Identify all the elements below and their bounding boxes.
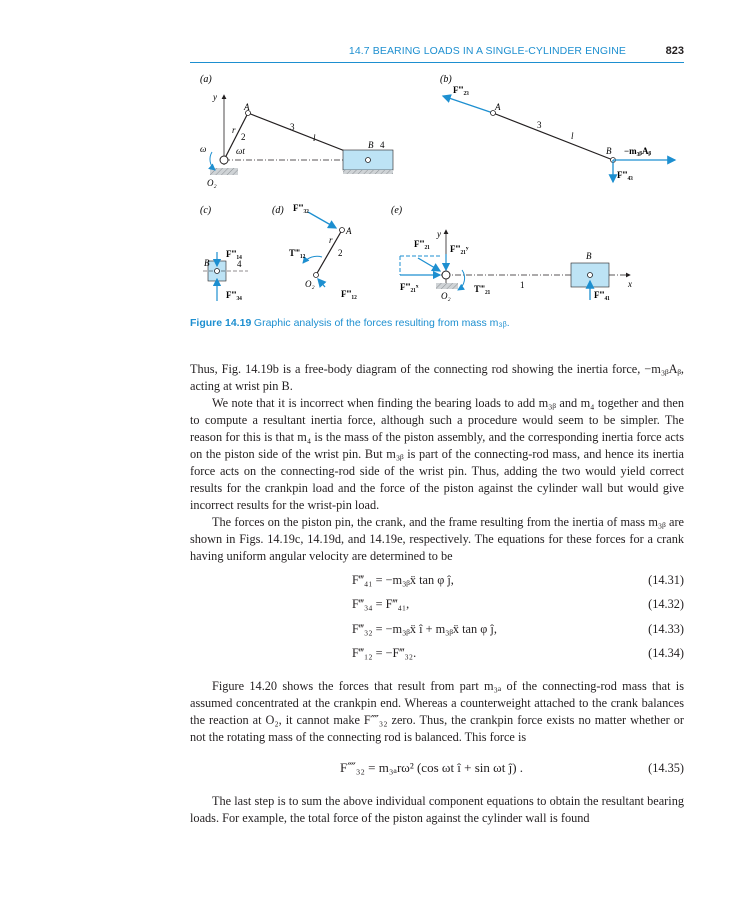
- b-F23-arrow: [443, 96, 493, 113]
- d-label-2: 2: [338, 248, 343, 258]
- d-label-T12: T‴₁₂: [289, 248, 306, 258]
- a-label-B: B: [368, 140, 374, 150]
- caption-label: Figure 14.19: [190, 317, 252, 329]
- d-label-F12: F‴₁₂: [341, 289, 357, 299]
- b-connecting-rod: [493, 113, 613, 160]
- a-label-omega: ω: [200, 144, 207, 154]
- a-label-A: A: [244, 102, 250, 112]
- panel-b: [443, 85, 675, 182]
- paragraph-3: [190, 514, 684, 565]
- a-label-O2: O₂: [207, 178, 217, 188]
- e-label-F21: F‴₂₁: [414, 239, 430, 249]
- paragraph-4: [190, 678, 684, 746]
- e-label-x: x: [628, 279, 632, 289]
- equation-14-33: F‴₃₂ = −m₃ᵦẍ î + m₃ᵦẍ tan φ ĵ,: [352, 622, 497, 636]
- equation-14-35-number: (14.35): [648, 761, 684, 775]
- c-pin-B: [215, 269, 220, 274]
- e-label-O2: O₂: [441, 291, 451, 301]
- c-label-F14: F‴₁₄: [226, 249, 242, 259]
- b-label-F43: F‴₄₃: [617, 170, 633, 180]
- equation-14-34: F‴₁₂ = −F‴₃₂.: [352, 646, 417, 660]
- panel-label-b: (b): [440, 74, 452, 85]
- d-pin-A: [340, 228, 345, 233]
- c-label-F34: F‴₃₄: [226, 290, 242, 300]
- figure-caption: [190, 317, 510, 329]
- d-pin-O2: [314, 273, 319, 278]
- paragraph-4-text: Figure 14.20 shows the forces that result from part m₃ₐ of the connecting-rod mass that is assumed concentrated at the crankpin end. Whereas a counterweight attached to the crank balances the reaction at O₂, it cannot make F⁗₃₂ zero. Thus, the crankpin force exists no matter whether or not the rotating mass of the connecting rod is balanced. This force is: [190, 679, 684, 744]
- a-label-wt: ωt: [236, 146, 245, 156]
- c-label-4: 4: [237, 259, 242, 269]
- a-label-2: 2: [241, 132, 246, 142]
- paragraph-5-text: The last step is to sum the above individual component equations to obtain the resultant bearing loads. For example, the total force of the piston against the cylinder wall is found: [190, 794, 684, 825]
- a-label-l: l: [313, 133, 316, 143]
- paragraph-1: [190, 361, 684, 395]
- e-label-F21y: F‴₂₁ʸ: [450, 244, 469, 254]
- panel-a: [200, 92, 393, 188]
- panel-label-a: (a): [200, 74, 212, 85]
- equation-14-32: F‴₃₄ = F‴₄₁,: [352, 597, 410, 611]
- caption-text: Graphic analysis of the forces resulting from mass m₃ᵦ.: [253, 317, 510, 329]
- b-label-l: l: [571, 131, 574, 141]
- figure-14-19: [0, 60, 737, 315]
- panel-d: [289, 203, 357, 299]
- e-ground: [436, 283, 458, 289]
- b-label-B: B: [606, 146, 612, 156]
- e-label-F21x: F‴₂₁ˣ: [400, 282, 419, 292]
- e-pin-B: [588, 273, 593, 278]
- paragraph-5: [190, 793, 684, 827]
- a-omega-arrow: [210, 152, 215, 170]
- e-label-T21: T‴₂₁: [474, 284, 491, 294]
- e-label-B: B: [586, 251, 592, 261]
- a-label-y: y: [213, 92, 217, 102]
- b-label-3: 3: [537, 120, 542, 130]
- running-header: [190, 45, 684, 61]
- d-label-O2: O₂: [305, 279, 315, 289]
- b-label-inertia: −m₃ᵦAᵦ: [624, 146, 652, 156]
- e-T21-arrow: [458, 270, 465, 290]
- d-label-F32: F‴₃₂: [293, 203, 309, 213]
- e-F21-arrow: [418, 258, 440, 271]
- d-F32-arrow: [308, 212, 336, 228]
- equation-14-31-number: (14.31): [648, 573, 684, 587]
- a-cylinder-wall: [343, 170, 393, 174]
- equation-14-35: F⁗₃₂ = m₃ₐrω² (cos ωt î + sin ωt ĵ) .: [340, 760, 524, 775]
- panel-label-c: (c): [200, 205, 212, 216]
- b-label-A: A: [495, 102, 501, 112]
- page-number: 823: [665, 45, 684, 57]
- a-label-4: 4: [380, 140, 385, 150]
- paragraph-3-text: The forces on the piston pin, the crank, and the frame resulting from the inertia of mass m₃ᵦ are shown in Figs. 14.19c, 14.19d, and 14.19e, respectively. The equations for these forces for a crank having uniform angular velocity are determined to be: [190, 515, 684, 563]
- e-label-y: y: [437, 229, 441, 239]
- equation-14-31: F‴₄₁ = −m₃ᵦẍ tan φ ĵ,: [352, 573, 454, 587]
- d-label-A: A: [346, 226, 352, 236]
- panel-e: [400, 229, 632, 301]
- paragraph-2-text: We note that it is incorrect when finding the bearing loads to add m₃ᵦ and m₄ together and then to compute a resultant inertia force, although such a procedure would seem to be simpler. The reason for this is that m₄ is the mass of the piston assembly, and the corresponding inertia force acts on the piston side of the wrist pin. But m₃ᵦ is part of the connecting-rod mass, and hence its inertia force acts on the connecting-rod side of the wrist pin. Thus, adding the two would yield correct results for the crankpin load and the force of the piston against the cylinder wall but would give incorrect results for the wrist-pin load.: [190, 396, 684, 512]
- section-title: 14.7 BEARING LOADS IN A SINGLE-CYLINDER ENGINE: [348, 45, 626, 57]
- d-F12-arrow: [318, 279, 325, 287]
- panel-c: [203, 249, 248, 301]
- d-T12-arrow: [303, 256, 322, 263]
- panel-label-d: (d): [272, 205, 284, 216]
- paragraph-2: [190, 395, 684, 514]
- equation-14-33-number: (14.33): [648, 622, 684, 636]
- e-label-F41: F‴₄₁: [594, 290, 610, 300]
- a-pin-B: [366, 158, 371, 163]
- a-label-r: r: [232, 125, 236, 135]
- panel-label-e: (e): [391, 205, 403, 216]
- c-label-B: B: [204, 258, 210, 268]
- d-label-r: r: [329, 235, 333, 245]
- e-pin-O2: [442, 271, 450, 279]
- b-label-F23: F‴₂₃: [453, 85, 469, 95]
- paragraph-1-text: Thus, Fig. 14.19b is a free-body diagram of the connecting rod showing the inertia force, −m₃ᵦAᵦ, acting at wrist pin B.: [190, 362, 684, 393]
- e-label-1: 1: [520, 280, 525, 290]
- equation-14-32-number: (14.32): [648, 597, 684, 611]
- a-label-3: 3: [290, 122, 295, 132]
- equation-14-34-number: (14.34): [648, 646, 684, 660]
- a-pin-O2: [220, 156, 228, 164]
